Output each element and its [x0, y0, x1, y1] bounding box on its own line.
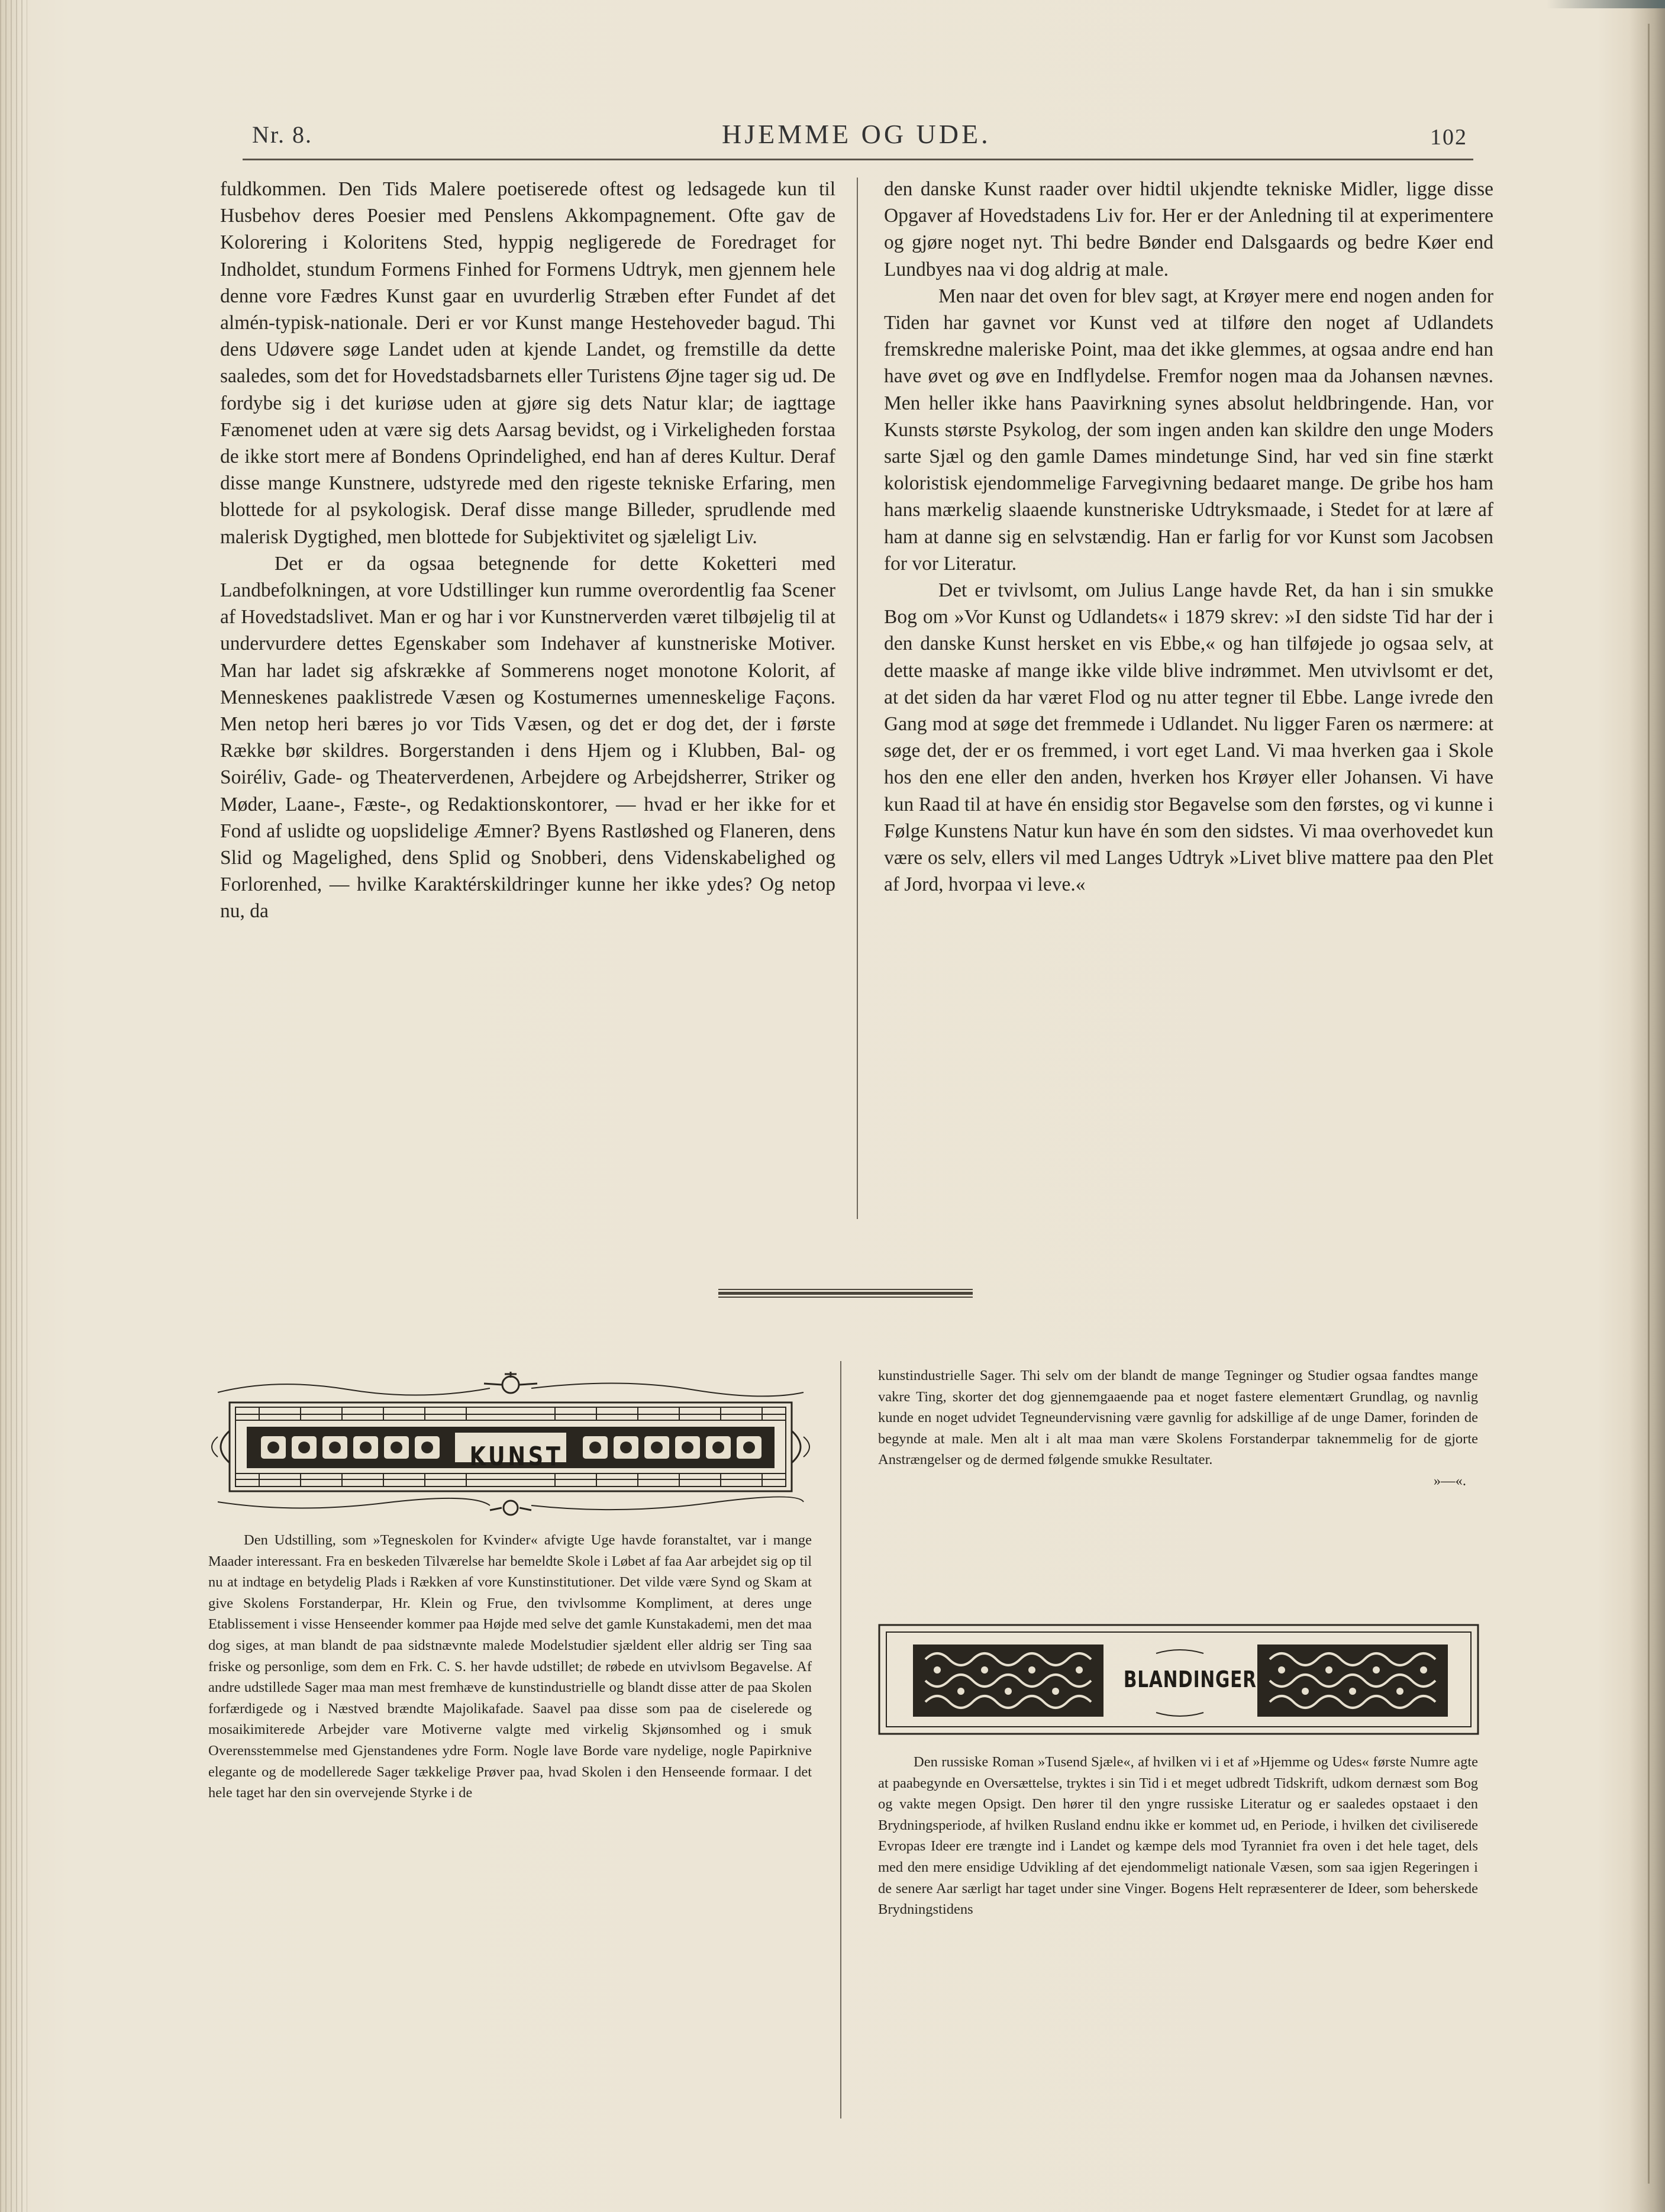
paragraph: Den Udstilling, som »Tegneskolen for Kvinder« afvigte Uge havde foranstaltet, var i mange Maader interessant. Fra en beskeden Tilværelse har bemeldte Skole i Løbet af faa Aar arbejdet sig op til nu at indtage en betydelig Plads i Rækken af vore Kunstinstitutioner. Det vilde være Synd og Skam at give Skolens Forstanderpar, Hr. Klein og Frue, den tvivlsomme Kompliment, at deres unge Etablissement i visse Henseender kommer paa Højde med selve det gamle Kunstakademi, men det maa dog siges, at man blandt de paa sidstnævnte malede Modelstudier sjældent eller aldrig ser Ting saa friske og personlige, som dem en Frk. C. S. her havde udstillet; de røbede en utvivlsom Begavelse. Af andre udstillede Sager maa man mest fremhæve de kunstindustrielle og blandt disse atter de paa Skolen forfærdigede og i Næstved brændte Majolikafade. Saavel paa disse som paa de ciselerede og mosaikimiterede Arbejder vare Motiverne valgte med virkelig Skjønsomhed og i smuk Overensstemmelse med Gjenstandenes ydre Form. Nogle lave Borde vare nydelige, nogle Papirknive elegante og de modellerede Sager tækkelige Prøver paa, hvad Skolen i den Henseende formaar. I det hele taget har den sin overvejende Styrke i de	[208, 1532, 812, 1801]
page-number: 102	[1430, 125, 1467, 150]
blandinger-banner-label: BLANDINGER	[1123, 1666, 1257, 1692]
paragraph: Den russiske Roman »Tusend Sjæle«, af hvilken vi i et af »Hjemme og Udes« første Numre agte at paabegynde en Oversættelse, tryktes i sin Tid i et meget udbredt Tidskrift, udkom dernæst som Bog og vakte megen Opsigt. Den hører til den yngre russiske Literatur og er saaledes opstaaet i den Brydningsperiode, af hvilken Rusland endnu ikke er kommet ud, en Periode, i hvilken det civiliserede Evropas Ideer ere trængte ind i Landet og kæmpe dels mod Tyranniet fra oven i det hele taget, dels med den mere ensidige Udvikling af det ejendommeligt nationale Væsen, som saa igjen Regeringen i de senere Aar særligt har taget under sine Vinger. Bogens Helt repræsenterer de Ideer, som beherskede Brydningstidens	[878, 1754, 1478, 1918]
kunst-banner	[206, 1366, 815, 1526]
kunst-text-right	[878, 1365, 1478, 1492]
kunst-banner-label: KUNST	[469, 1442, 563, 1472]
cover-strip	[1547, 0, 1665, 8]
article-top-right-column	[884, 176, 1493, 898]
page-right-fold	[1648, 24, 1650, 2184]
paragraph: den danske Kunst raader over hidtil ukjendte tekniske Midler, ligge disse Opgaver af Hovedstadens Liv for. Her er der Anledning til at experimentere og gjøre noget nyt. Thi bedre Bønder end Dalsgaards og bedre Køer end Lundbyes naa vi dog aldrig at male.	[884, 178, 1493, 280]
paragraph: Det er tvivlsomt, om Julius Lange havde Ret, da han i sin smukke Bog om »Vor Kunst og Udlandets« i 1879 skrev: »I den sidste Tid har der i den danske Kunst hersket en vis Ebbe,« og han tilføjede jo ogsaa selv, at dette maaske af mange ikke vilde blive indrømmet. Men utvivlsomt er det, at det siden da har været Flod og nu atter tegner til Ebbe. Lange ivrede den Gang mod at søge det fremmede i Udlandet. Nu ligger Faren os nærmere: at søge det, der er os fremmed, i vort eget Land. Vi maa hverken gaa i Skole hos den ene eller den anden, hverken hos Krøyer eller Johansen. Vi have kun Raad til at have én ensidig stor Begavelse som den førstes, og vi kunne i Følge Kunstens Natur kun have én som den sidstes. Vi maa overhovedet kun være os selv, ellers vil med Langes Udtryk »Livet blive mattere paa den Plet af Jord, hvorpaa vi leve.«	[884, 579, 1493, 896]
column-rule	[840, 1361, 841, 2119]
header-rule	[243, 159, 1473, 160]
blandinger-banner	[878, 1624, 1480, 1736]
section-divider	[718, 1289, 973, 1298]
paragraph: Men naar det oven for blev sagt, at Krøyer mere end nogen anden for Tiden har gavnet vor Kunst ved at tilføre den noget af Udlandets fremskredne maleriske Point, maa det ikke glemmes, at ogsaa andre end han have øvet og øve en Indflydelse. Fremfor nogen maa da Johansen nævnes. Men heller ikke hans Paavirkning synes absolut heldbringende. Han, vor Kunsts største Psykolog, der som ingen anden kan skildre den unge Moders sarte Sjæl og den gamle Dames mindetunge Sind, har ved sin fine stærkt koloristisk ejendommelige Farvegivning bedaaret mange. De gribe hos ham hans mærkelig slaaende kunstneriske Udtryksmaade, i Stedet for at lære af ham at danne sig en selvstændig. Han er farlig for vor Kunst som Jacobsen for vor Literatur.	[884, 285, 1493, 575]
column-rule	[857, 178, 858, 1219]
masthead-title: HJEMME OG UDE.	[722, 119, 991, 149]
paragraph: kunstindustrielle Sager. Thi selv om der blandt de mange Tegninger og Studier ogsaa fandtes mange vakre Ting, skorter det dog gjennemgaaende paa et noget fastere elementært Grundlag, og navnlig kunde en noget udvidet Tegneundervisning være gavnlig for adskillige af de unge Damer, forinden de begynde at male. Men alt i alt maa man være Skolens Forstanderpar taknemmelig for de gjorte Anstrængelser og de dermed følgende smukke Resultater.	[878, 1368, 1478, 1468]
signature: »—«.	[1433, 1472, 1466, 1489]
issue-number: Nr. 8.	[252, 121, 312, 148]
paragraph: fuldkommen. Den Tids Malere poetiserede oftest og ledsagede kun til Husbehov deres Poesier med Penslens Akkompagnement. Ofte gav de Kolorering i Koloritens Sted, hyppig negligerede de Foredraget for Indholdet, stundum Formens Finhed for Formens Udtryk, men gjennem hele denne vore Fædres Kunst gaar en uvurderlig Stræben efter Fundet af det almén-typisk-nationale. Deri er vor Kunst mange Hestehoveder bagud. Thi dens Udøvere søge Landet uden at kjende Landet, og fremstille da dette saaledes, som det for Hovedstadsbarnets eller Turistens Øjne tager sig ud. De fordybe sig i det kuriøse uden at gjøre sig dets Natur klar; de iagttage Fænomenet uden at være sig dets Aarsag bevidst, og i Virkeligheden forstaa de ikke stort mere af Bondens Oprindelighed, end han af deres Kultur. Deraf disse mange Kunstnere, udstyrede med den rigeste tekniske Erfaring, men blottede for al psykologisk. Deraf disse mange Billeder, sprudlende med malerisk Dygtighed, men blottede for Subjektivitet og sjæleligt Liv.	[220, 178, 835, 548]
blandinger-text	[878, 1752, 1478, 1920]
page-right-edge	[1629, 0, 1665, 2212]
binding-edge	[0, 0, 27, 2212]
article-top-left-column	[220, 176, 835, 925]
paragraph: Det er da ogsaa betegnende for dette Koketteri med Landbefolkningen, at vore Udstillinger kun rumme overordentlig faa Scener af Hovedstadslivet. Man er og har i vor Kunstnerverden været tilbøjelig til at undervurdere dettes Egenskaber som Indehaver af kunstneriske Motiver. Man har ladet sig afskrække af Sommerens noget monotone Kolorit, af Menneskenes paaklistrede Væsen og Kostumernes umenneskelige Façons. Men netop heri bæres jo vor Tids Væsen, og det er dog det, der i første Række bør skildres. Borgerstanden i dens Hjem og i Klubben, Bal- og Soiréliv, Gade- og Theaterverdenen, Arbejdere og Arbejdsherrer, Striker og Møder, Laane-, Fæste-, og Redaktionskontorer, — hvad er her ikke for et Fond af uslidte og uopslidelige Æmner? Byens Rastløshed og Flaneren, dens Slid og Magelighed, dens Splid og Snobberi, dens Videnskabelighed og Forlorenhed, — hvilke Karaktérskildringer kunne her ikke ydes? Og netop nu, da	[220, 552, 835, 923]
page-header	[243, 117, 1473, 159]
kunst-text-left	[208, 1530, 812, 1804]
